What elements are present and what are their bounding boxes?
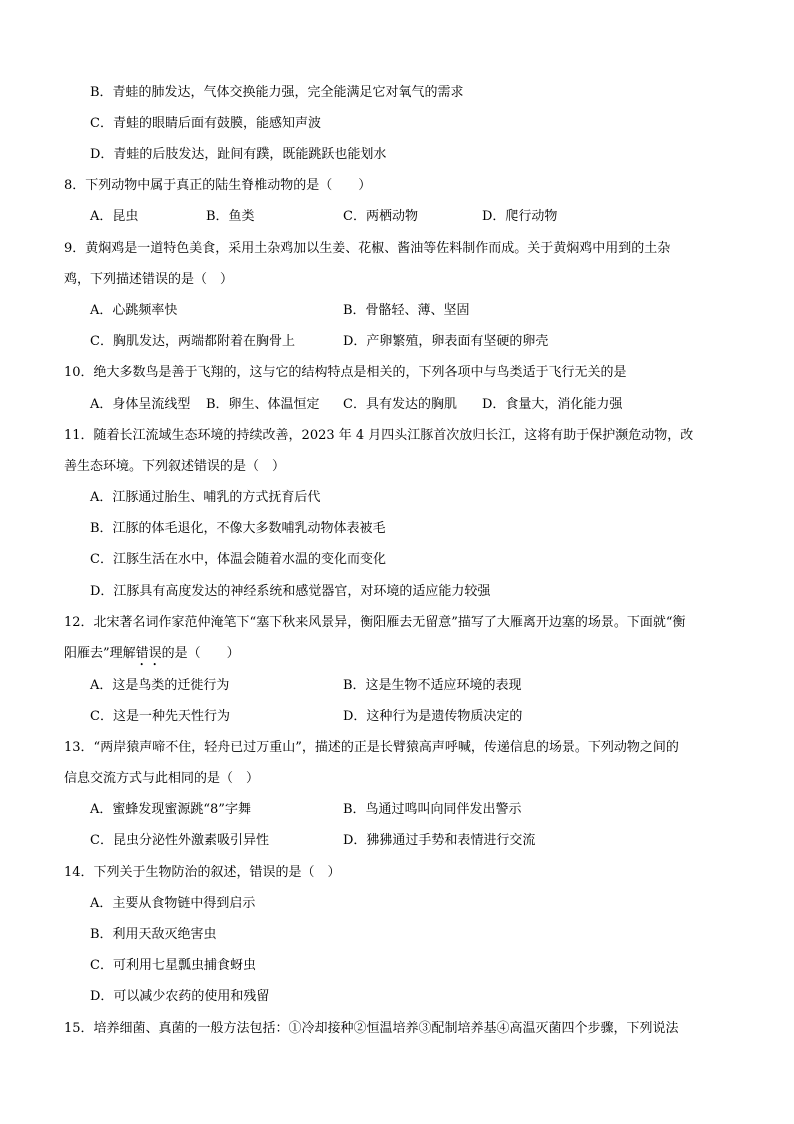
q14-option-a: A．主要从食物链中得到启示 [90,896,256,911]
q7-option-b: B．青蛙的肺发达，气体交换能力强，完全能满足它对氧气的需求 [90,85,464,100]
q11-option-c: C．江豚生活在水中，体温会随着水温的变化而变化 [90,552,386,567]
q7-option-c: C．青蛙的眼睛后面有鼓膜，能感知声波 [90,116,321,131]
q7-option-d: D．青蛙的后肢发达，趾间有蹼，既能跳跃也能划水 [90,147,387,162]
q8-option-d: D．爬行动物 [482,209,558,224]
q14-option-c: C．可利用七星瓢虫捕食蚜虫 [90,958,256,973]
q11-option-b: B．江豚的体毛退化，不像大多数哺乳动物体表被毛 [90,521,386,536]
q14-option-b: B．利用天敌灭绝害虫 [90,927,217,942]
q12-emphasis: 错误 [135,646,162,661]
q12-option-c: C．这是一种先天性行为 [90,709,230,724]
q13-option-d: D．狒狒通过手势和表情进行交流 [343,833,536,848]
q8-option-a: A．昆虫 [90,209,139,224]
q12-option-a: A．这是鸟类的迁徙行为 [90,678,230,693]
q12-stem-line2 [64,645,240,669]
q9-option-c: C．胸肌发达，两端都附着在胸骨上 [90,334,295,349]
q13-option-b: B．鸟通过鸣叫向同伴发出警示 [343,802,522,817]
q13-stem-line2: 信息交流方式与此相同的是（ ） [64,771,260,786]
q11-stem-line1: 11．随着长江流域生态环境的持续改善，2023 年 4 月四头江豚首次放归长江，这将有助于保护濒危动物，改 [64,428,694,443]
q15-stem-line1: 15．培养细菌、真菌的一般方法包括：①冷却接种②恒温培养③配制培养基④高温灭菌四个步骤，下列说法 [64,1021,679,1036]
q11-option-d: D．江豚具有高度发达的神经系统和感觉器官，对环境的适应能力较强 [90,584,491,599]
q14-stem: 14．下列关于生物防治的叙述，错误的是（ ） [64,865,341,880]
q12-stem-pre: 阳雁去”理解 [64,646,136,661]
q12-option-d: D．这种行为是遗传物质决定的 [343,709,523,724]
q11-option-a: A．江豚通过胎生、哺乳的方式抚育后代 [90,490,321,505]
q9-stem-line1: 9．黄焖鸡是一道特色美食，采用土杂鸡加以生姜、花椒、酱油等佐料制作而成。关于黄焖鸡中用到的土杂 [64,241,671,256]
q10-stem: 10．绝大多数鸟是善于飞翔的，这与它的结构特点是相关的，下列各项中与鸟类适于飞行无关的是 [64,365,627,380]
q9-option-a: A．心跳频率快 [90,303,178,318]
q11-stem-line2: 善生态环境。下列叙述错误的是（ ） [64,459,286,474]
q8-option-c: C．两栖动物 [343,209,418,224]
q8-option-b: B．鱼类 [206,209,255,224]
q13-stem-line1: 13．“两岸猿声啼不住，轻舟已过万重山”，描述的正是长臂猿高声呼喊，传递信息的场景。下列动物之间的 [64,740,679,755]
q10-option-b: B．卵生、体温恒定 [206,397,320,412]
q8-stem: 8．下列动物中属于真正的陆生脊椎动物的是（ ） [64,178,372,193]
q9-option-d: D．产卵繁殖，卵表面有坚硬的卵壳 [343,334,549,349]
q10-option-a: A．身体呈流线型 [90,397,191,412]
q9-option-b: B．骨骼轻、薄、坚固 [343,303,470,318]
q10-option-c: C．具有发达的胸肌 [343,397,457,412]
q9-stem-line2: 鸡，下列描述错误的是（ ） [64,272,234,287]
q12-stem-line1: 12．北宋著名词作家范仲淹笔下“塞下秋来风景异，衡阳雁去无留意”描写了大雁离开边塞的场景。下面就“衡 [64,615,686,630]
q13-option-c: C．昆虫分泌性外激素吸引异性 [90,833,269,848]
q12-option-b: B．这是生物不适应环境的表现 [343,678,522,693]
q14-option-d: D．可以减少农药的使用和残留 [90,989,270,1004]
q10-option-d: D．食量大，消化能力强 [482,397,623,412]
q12-stem-post: 的是（ ） [161,646,240,661]
q13-option-a: A．蜜蜂发现蜜源跳“8”字舞 [90,802,251,817]
